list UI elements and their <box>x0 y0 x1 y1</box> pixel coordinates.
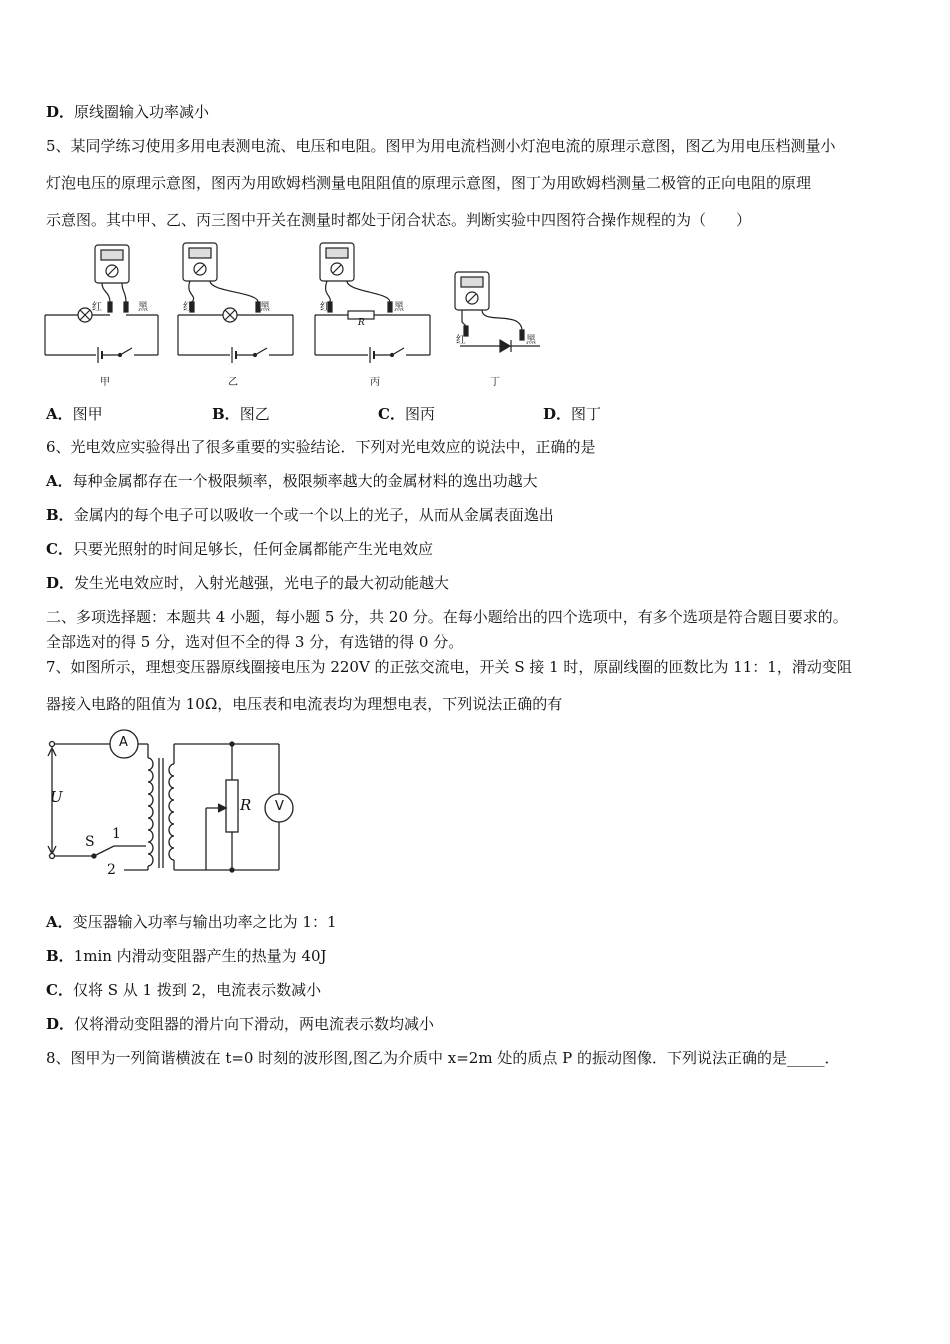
ding-red-label: 红 <box>456 335 466 346</box>
option-text: 仅将滑动变阻器的滑片向下滑动，两电流表示数均减小 <box>74 1015 435 1033</box>
option-text: 只要光照射的时间足够长，任何金属都能产生光电效应 <box>72 540 433 558</box>
option-text: 图甲 <box>72 405 103 423</box>
caption-bing: 丙 <box>370 377 380 388</box>
option-text: 原线圈输入功率减小 <box>74 103 210 121</box>
bing-black-label: 黑 <box>394 302 404 313</box>
q7-stem-line-1: 7、如图所示，理想变压器原线圈接电压为 220V 的正弦交流电，开关 S 接 1 时，原副线圈的匝数比为 11：1，滑动变阻 <box>46 658 852 676</box>
figure-yi <box>178 243 293 363</box>
q6-option-b <box>46 505 554 525</box>
voltmeter-label: V <box>275 799 284 814</box>
rheostat-r-label: R <box>240 796 252 814</box>
bing-red-label: 红 <box>320 302 330 313</box>
q5-stem-line-3: 示意图。其中甲、乙、丙三图中开关在测量时都处于闭合状态。判断实验中四图符合操作规程的为（ ） <box>46 211 752 229</box>
q7-option-a <box>46 912 337 932</box>
option-text: 变压器输入功率与输出功率之比为 1：1 <box>72 913 337 931</box>
q6-option-a <box>46 471 538 491</box>
q6-option-d <box>46 573 449 593</box>
option-label: C． <box>378 405 405 423</box>
q7-option-d <box>46 1014 434 1034</box>
section2-line-1: 二、多项选择题：本题共 4 小题，每小题 5 分，共 20 分。在每小题给出的四个选项中，有多个选项是符合题目要求的。 <box>46 608 848 626</box>
ammeter-label: A <box>119 735 128 750</box>
q6-option-c <box>46 539 433 559</box>
q4-option-d <box>46 102 209 122</box>
q5-option-a <box>46 403 103 424</box>
q8-stem: 8、图甲为一列简谐横波在 t=0 时刻的波形图,图乙为介质中 x=2m 处的质点 P 的振动图像．下列说法正确的是_____． <box>46 1049 840 1067</box>
option-text: 图丙 <box>404 405 435 423</box>
option-text: 金属内的每个电子可以吸收一个或一个以上的光子，从而从金属表面逸出 <box>73 506 554 524</box>
voltage-u-label: U <box>50 788 63 806</box>
jia-red-label: 红 <box>92 302 102 313</box>
q5-option-c <box>378 403 435 424</box>
option-label: B． <box>212 405 240 423</box>
q7-option-b <box>46 946 327 966</box>
option-label: D． <box>543 405 572 423</box>
switch-pos1-label: 1 <box>112 826 121 842</box>
yi-black-label: 黑 <box>260 302 270 313</box>
switch-s-label: S <box>85 834 95 850</box>
q5-circuit-figures <box>40 240 560 390</box>
option-label: A． <box>46 913 73 931</box>
q5-stem-line-2: 灯泡电压的原理示意图，图丙为用欧姆档测量电阻阻值的原理示意图，图丁为用欧姆档测量二极管的正向电阻的原理 <box>46 174 812 192</box>
option-label: B． <box>46 506 74 524</box>
option-text: 1min 内滑动变阻器产生的热量为 40J <box>73 947 327 965</box>
figure-bing <box>315 243 430 363</box>
q7-stem-line-2: 器接入电路的阻值为 10Ω，电压表和电流表均为理想电表，下列说法正确的有 <box>46 695 563 713</box>
option-label: D． <box>46 103 75 121</box>
q5-option-b <box>212 403 270 424</box>
caption-yi: 乙 <box>228 377 238 388</box>
option-label: C． <box>46 981 73 999</box>
option-label: A． <box>46 472 73 490</box>
ding-black-label: 黑 <box>526 335 536 346</box>
option-text: 图丁 <box>571 405 602 423</box>
option-label: C． <box>46 540 73 558</box>
option-label: B． <box>46 947 74 965</box>
q7-option-c <box>46 980 321 1000</box>
option-label: D． <box>46 574 75 592</box>
section2-line-2: 全部选对的得 5 分，选对但不全的得 3 分，有选错的得 0 分。 <box>46 633 464 651</box>
yi-red-label: 红 <box>183 302 193 313</box>
option-text: 发生光电效应时，入射光越强，光电子的最大初动能越大 <box>74 574 450 592</box>
q6-stem: 6、光电效应实验得出了很多重要的实验结论．下列对光电效应的说法中，正确的是 <box>46 438 596 456</box>
q5-option-d <box>543 403 601 424</box>
option-label: D． <box>46 1015 75 1033</box>
bing-resistor-label: R <box>358 318 365 328</box>
option-text: 仅将 S 从 1 拨到 2，电流表示数减小 <box>72 981 322 999</box>
option-label: A． <box>46 405 73 423</box>
option-text: 图乙 <box>239 405 270 423</box>
jia-black-label: 黑 <box>138 302 148 313</box>
caption-ding: 丁 <box>490 377 500 388</box>
caption-jia: 甲 <box>100 377 110 388</box>
option-text: 每种金属都存在一个极限频率，极限频率越大的金属材料的逸出功越大 <box>72 472 538 490</box>
switch-pos2-label: 2 <box>107 862 116 878</box>
q7-transformer-figure <box>44 728 304 883</box>
q5-stem-line-1: 5、某同学练习使用多用电表测电流、电压和电阻。图甲为用电流档测小灯泡电流的原理示意图，图乙为用电压档测量小 <box>46 137 836 155</box>
